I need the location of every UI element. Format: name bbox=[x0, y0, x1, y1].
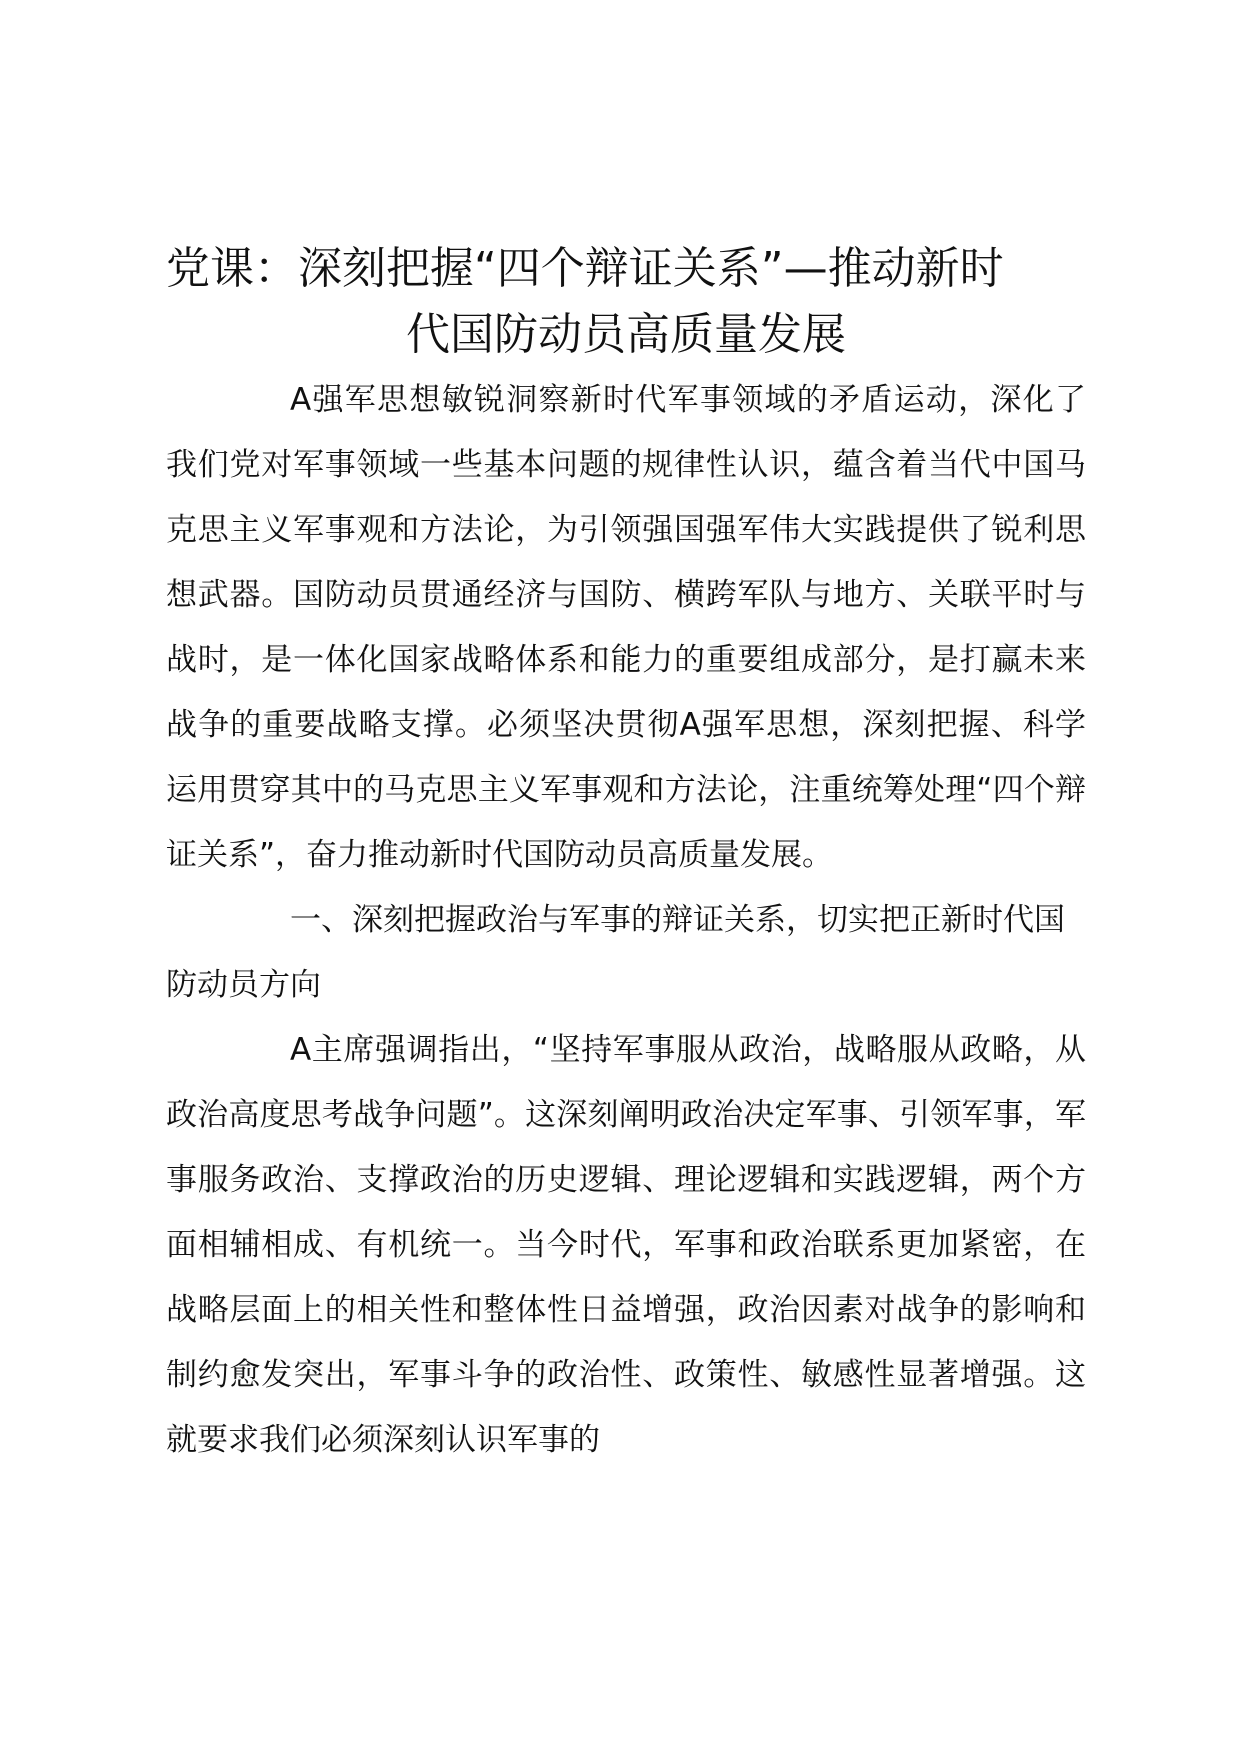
title-line-2: 代国防动员高质量发展 bbox=[406, 309, 846, 360]
intro-paragraph: A强军思想敏锐洞察新时代军事领域的矛盾运动，深化了我们党对军事领域一些基本问题的规律性认识，蕴含着当代中国马克思主义军事观和方法论，为引领强国强军伟大实践提供了锐利思想武器。国防动员贯通经济与国防、横跨军队与地方、关联平时与战时，是一体化国家战略体系和能力的重要组成部分，是打赢未来战争的重要战略支撑。必须坚决贯彻A强军思想，深刻把握、科学运用贯穿其中的马克思主义军事观和方法论，注重统筹处理“四个辩证关系”，奋力推动新时代国防动员高质量发展。 bbox=[166, 382, 1086, 873]
section-heading-1: 一、深刻把握政治与军事的辩证关系，切实把正新时代国防动员方向 bbox=[166, 902, 1065, 1003]
document-title bbox=[166, 236, 1086, 368]
section-1-paragraph: A主席强调指出，“坚持军事服从政治，战略服从政略，从政治高度思考战争问题”。这深刻阐明政治决定军事、引领军事，军事服务政治、支撑政治的历史逻辑、理论逻辑和实践逻辑，两个方面相辅相成、有机统一。当今时代，军事和政治联系更加紧密，在战略层面上的相关性和整体性日益增强，政治因素对战争的影响和制约愈发突出，军事斗争的政治性、政策性、敏感性显著增强。这就要求我们必须深刻认识军事的 bbox=[166, 1032, 1086, 1458]
title-line-1: 党课：深刻把握“四个辩证关系”—推动新时 bbox=[166, 243, 1004, 294]
document-body bbox=[166, 236, 1086, 1473]
